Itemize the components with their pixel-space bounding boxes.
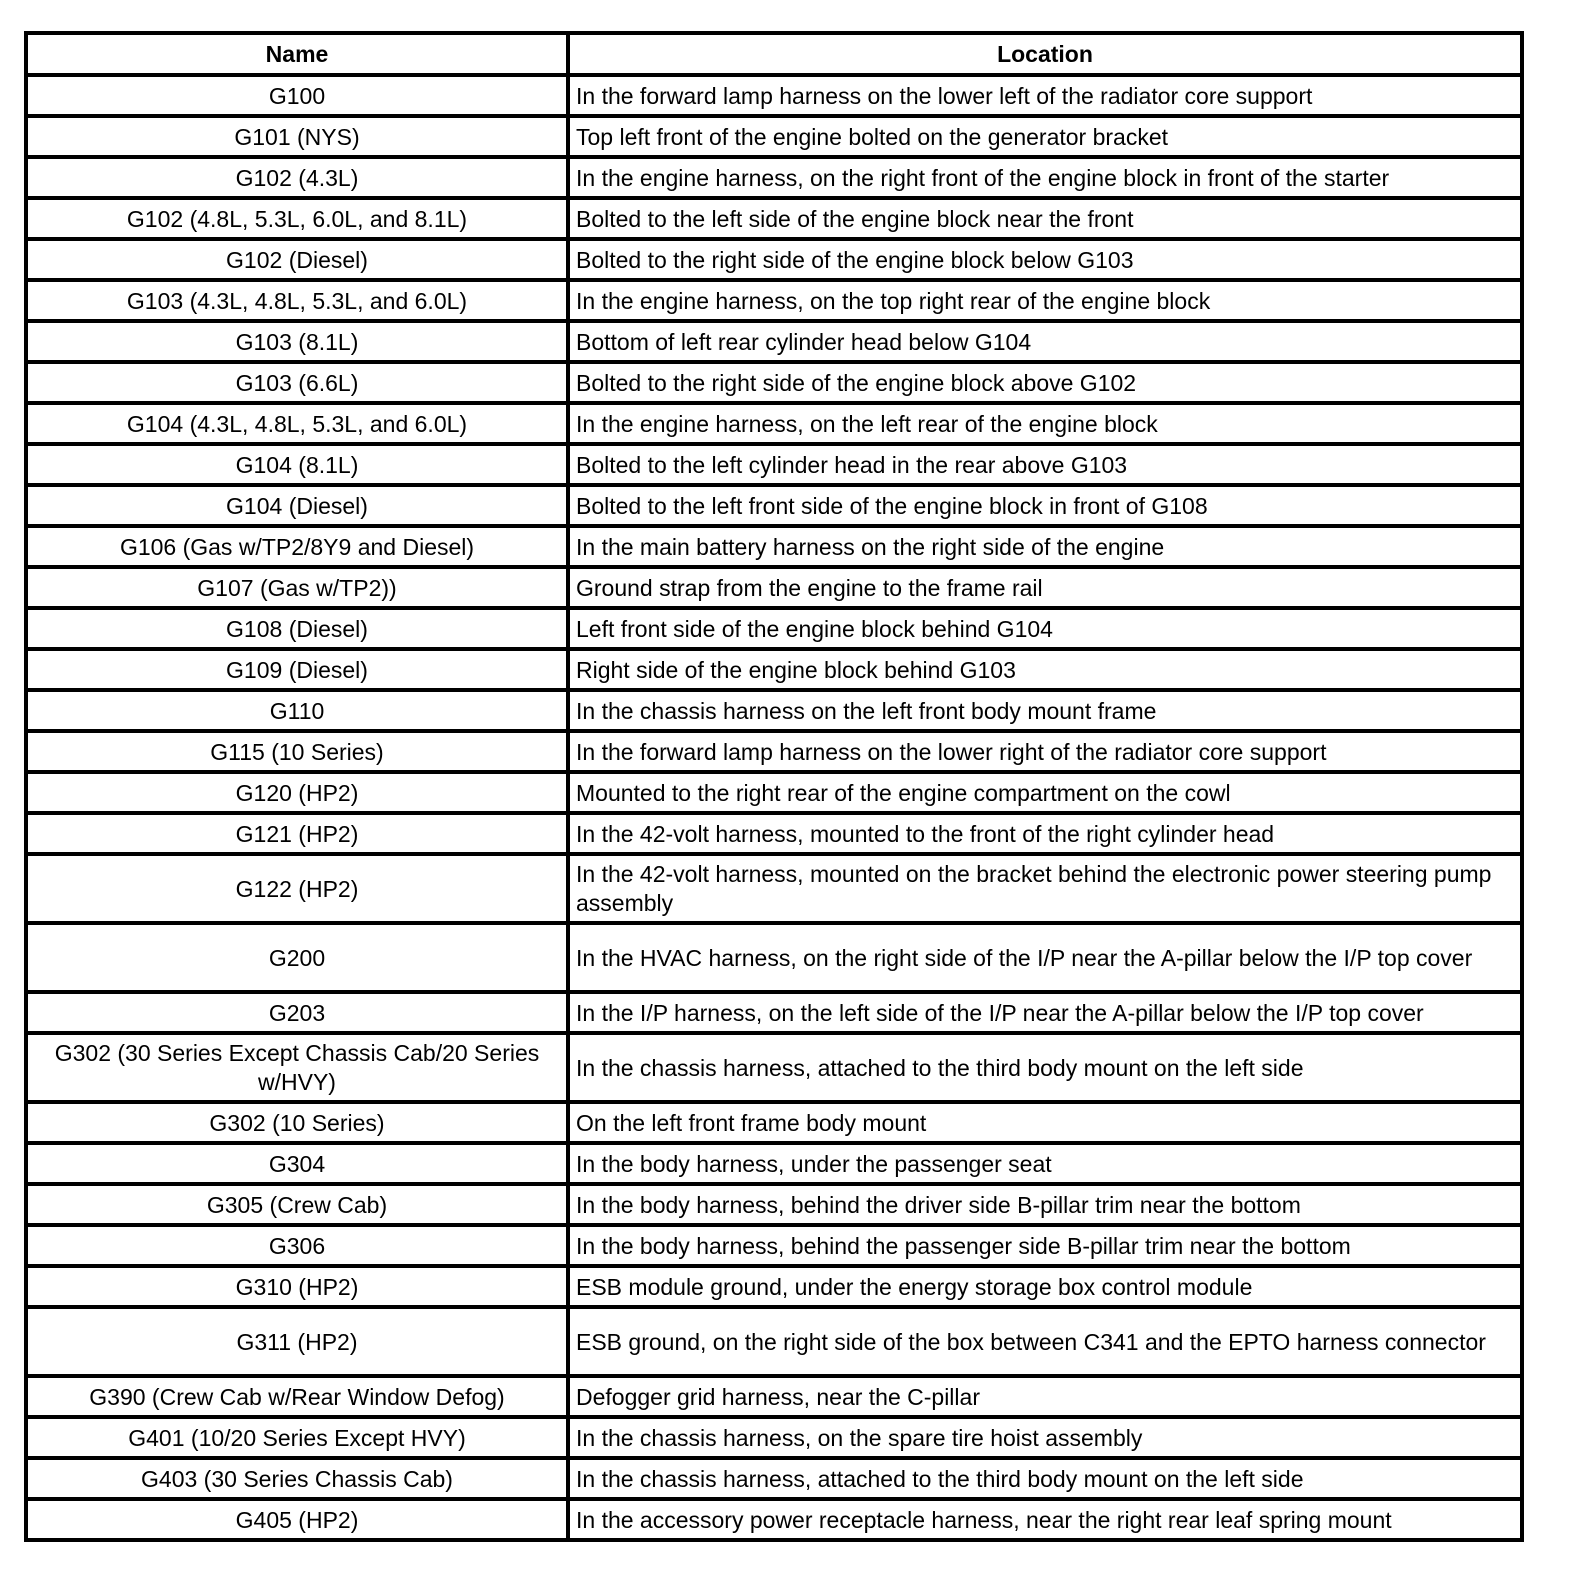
header-row — [26, 33, 1522, 75]
cell-name: G120 (HP2) — [26, 772, 568, 813]
cell-name: G102 (4.8L, 5.3L, 6.0L, and 8.1L) — [26, 198, 568, 239]
table-row — [26, 690, 1522, 731]
cell-name: G104 (4.3L, 4.8L, 5.3L, and 6.0L) — [26, 403, 568, 444]
table-row — [26, 1499, 1522, 1540]
header-name: Name — [26, 33, 568, 75]
ground-locations-table — [24, 31, 1524, 1542]
cell-location: Defogger grid harness, near the C-pillar — [568, 1376, 1522, 1417]
cell-location: In the 42-volt harness, mounted on the bracket behind the electronic power steering pump assembly — [568, 854, 1522, 923]
table-row — [26, 567, 1522, 608]
cell-location: Bolted to the left front side of the engine block in front of G108 — [568, 485, 1522, 526]
table-row — [26, 1266, 1522, 1307]
table-row — [26, 239, 1522, 280]
cell-name: G104 (Diesel) — [26, 485, 568, 526]
table-row — [26, 731, 1522, 772]
cell-name: G403 (30 Series Chassis Cab) — [26, 1458, 568, 1499]
table-row — [26, 1307, 1522, 1376]
cell-location: Bolted to the left side of the engine block near the front — [568, 198, 1522, 239]
cell-location: ESB module ground, under the energy storage box control module — [568, 1266, 1522, 1307]
cell-location: ESB ground, on the right side of the box between C341 and the EPTO harness connector — [568, 1307, 1522, 1376]
table-row — [26, 1033, 1522, 1102]
cell-name: G304 — [26, 1143, 568, 1184]
cell-name: G305 (Crew Cab) — [26, 1184, 568, 1225]
cell-location: Mounted to the right rear of the engine compartment on the cowl — [568, 772, 1522, 813]
cell-name: G203 — [26, 992, 568, 1033]
cell-location: In the body harness, behind the driver side B-pillar trim near the bottom — [568, 1184, 1522, 1225]
cell-name: G102 (4.3L) — [26, 157, 568, 198]
table-row — [26, 772, 1522, 813]
table-row — [26, 116, 1522, 157]
cell-location: In the engine harness, on the left rear of the engine block — [568, 403, 1522, 444]
table-row — [26, 1376, 1522, 1417]
table-row — [26, 1225, 1522, 1266]
table-row — [26, 992, 1522, 1033]
cell-location: In the forward lamp harness on the lower right of the radiator core support — [568, 731, 1522, 772]
table-row — [26, 1102, 1522, 1143]
cell-name: G102 (Diesel) — [26, 239, 568, 280]
cell-name: G106 (Gas w/TP2/8Y9 and Diesel) — [26, 526, 568, 567]
cell-location: Right side of the engine block behind G103 — [568, 649, 1522, 690]
cell-name: G107 (Gas w/TP2)) — [26, 567, 568, 608]
table-row — [26, 608, 1522, 649]
cell-location: In the chassis harness on the left front body mount frame — [568, 690, 1522, 731]
cell-name: G306 — [26, 1225, 568, 1266]
cell-name: G115 (10 Series) — [26, 731, 568, 772]
cell-location: In the chassis harness, attached to the third body mount on the left side — [568, 1458, 1522, 1499]
cell-location: In the forward lamp harness on the lower left of the radiator core support — [568, 75, 1522, 116]
table-row — [26, 1184, 1522, 1225]
cell-name: G103 (6.6L) — [26, 362, 568, 403]
table-body — [26, 75, 1522, 1540]
table-row — [26, 1143, 1522, 1184]
table-row — [26, 1458, 1522, 1499]
cell-name: G302 (30 Series Except Chassis Cab/20 Series w/HVY) — [26, 1033, 568, 1102]
table-row — [26, 444, 1522, 485]
ground-locations-table-container — [24, 31, 1520, 1542]
table-row — [26, 321, 1522, 362]
cell-name: G101 (NYS) — [26, 116, 568, 157]
cell-location: In the engine harness, on the right front of the engine block in front of the starter — [568, 157, 1522, 198]
cell-location: In the 42-volt harness, mounted to the front of the right cylinder head — [568, 813, 1522, 854]
cell-name: G302 (10 Series) — [26, 1102, 568, 1143]
cell-location: In the body harness, under the passenger seat — [568, 1143, 1522, 1184]
table-row — [26, 362, 1522, 403]
cell-name: G108 (Diesel) — [26, 608, 568, 649]
cell-location: Left front side of the engine block behind G104 — [568, 608, 1522, 649]
cell-name: G109 (Diesel) — [26, 649, 568, 690]
cell-location: In the HVAC harness, on the right side of the I/P near the A-pillar below the I/P top cover — [568, 923, 1522, 992]
cell-location: In the chassis harness, on the spare tire hoist assembly — [568, 1417, 1522, 1458]
table-row — [26, 923, 1522, 992]
table-row — [26, 75, 1522, 116]
cell-location: Bolted to the right side of the engine block above G102 — [568, 362, 1522, 403]
cell-name: G401 (10/20 Series Except HVY) — [26, 1417, 568, 1458]
table-row — [26, 526, 1522, 567]
table-row — [26, 280, 1522, 321]
cell-name: G110 — [26, 690, 568, 731]
cell-name: G405 (HP2) — [26, 1499, 568, 1540]
header-location: Location — [568, 33, 1522, 75]
cell-location: In the I/P harness, on the left side of the I/P near the A-pillar below the I/P top cover — [568, 992, 1522, 1033]
cell-name: G104 (8.1L) — [26, 444, 568, 485]
cell-location: In the accessory power receptacle harness, near the right rear leaf spring mount — [568, 1499, 1522, 1540]
table-row — [26, 198, 1522, 239]
cell-name: G310 (HP2) — [26, 1266, 568, 1307]
cell-name: G100 — [26, 75, 568, 116]
cell-location: On the left front frame body mount — [568, 1102, 1522, 1143]
table-row — [26, 649, 1522, 690]
cell-name: G122 (HP2) — [26, 854, 568, 923]
table-row — [26, 157, 1522, 198]
cell-location: Top left front of the engine bolted on the generator bracket — [568, 116, 1522, 157]
cell-location: Bottom of left rear cylinder head below G104 — [568, 321, 1522, 362]
cell-location: Bolted to the right side of the engine block below G103 — [568, 239, 1522, 280]
cell-name: G390 (Crew Cab w/Rear Window Defog) — [26, 1376, 568, 1417]
cell-location: Ground strap from the engine to the frame rail — [568, 567, 1522, 608]
table-row — [26, 485, 1522, 526]
cell-name: G121 (HP2) — [26, 813, 568, 854]
cell-location: Bolted to the left cylinder head in the rear above G103 — [568, 444, 1522, 485]
cell-location: In the chassis harness, attached to the third body mount on the left side — [568, 1033, 1522, 1102]
cell-name: G311 (HP2) — [26, 1307, 568, 1376]
cell-name: G200 — [26, 923, 568, 992]
table-row — [26, 854, 1522, 923]
cell-location: In the engine harness, on the top right rear of the engine block — [568, 280, 1522, 321]
table-row — [26, 813, 1522, 854]
cell-location: In the main battery harness on the right side of the engine — [568, 526, 1522, 567]
cell-location: In the body harness, behind the passenger side B-pillar trim near the bottom — [568, 1225, 1522, 1266]
cell-name: G103 (4.3L, 4.8L, 5.3L, and 6.0L) — [26, 280, 568, 321]
table-row — [26, 1417, 1522, 1458]
cell-name: G103 (8.1L) — [26, 321, 568, 362]
table-row — [26, 403, 1522, 444]
